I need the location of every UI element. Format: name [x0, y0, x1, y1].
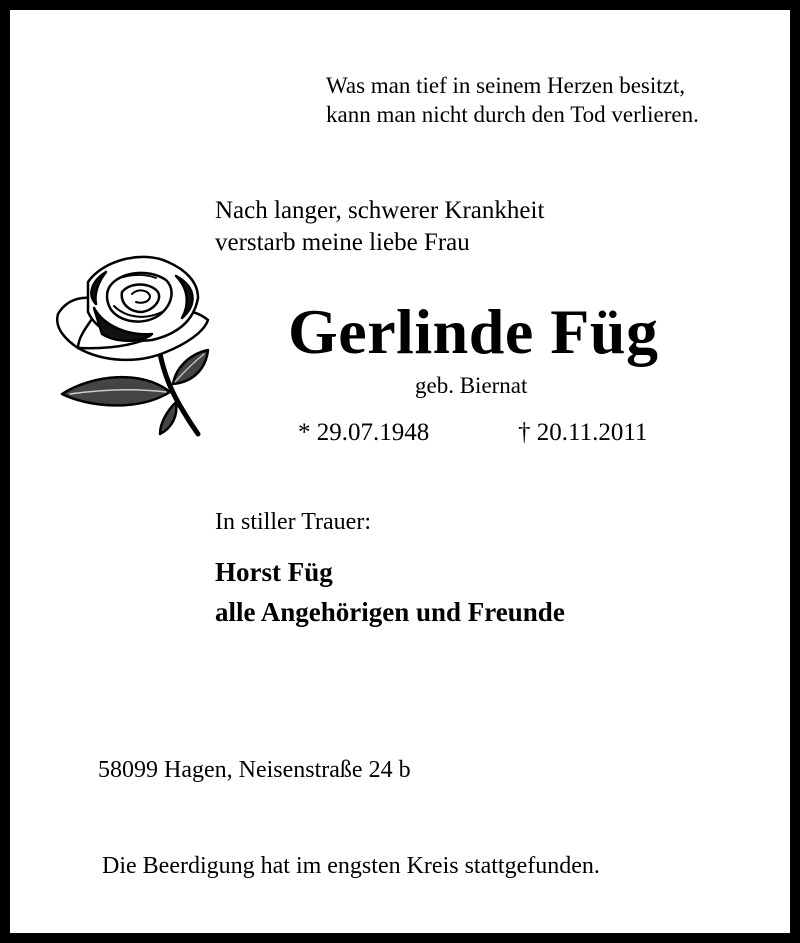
bereaved-name-1: Horst Füg [215, 557, 333, 587]
quote-line-2: kann man nicht durch den Tod verlieren. [326, 102, 699, 127]
maiden-name: geb. Biernat [415, 373, 528, 398]
death-date: † 20.11.2011 [518, 419, 648, 446]
bereaved-name-2: alle Angehörigen und Freunde [215, 597, 565, 627]
rose-icon [48, 242, 218, 442]
deceased-name: Gerlinde Füg [288, 296, 659, 367]
quote-line-1: Was man tief in seinem Herzen besitzt, [326, 73, 685, 98]
birth-date: * 29.07.1948 [298, 419, 430, 446]
funeral-note: Die Beerdigung hat im engsten Kreis stattgefunden. [102, 853, 600, 879]
intro-line-2: verstarb meine liebe Frau [215, 229, 470, 256]
mourning-label: In stiller Trauer: [215, 509, 371, 535]
intro-line-1: Nach langer, schwerer Krankheit [215, 197, 545, 224]
address: 58099 Hagen, Neisenstraße 24 b [98, 757, 411, 783]
